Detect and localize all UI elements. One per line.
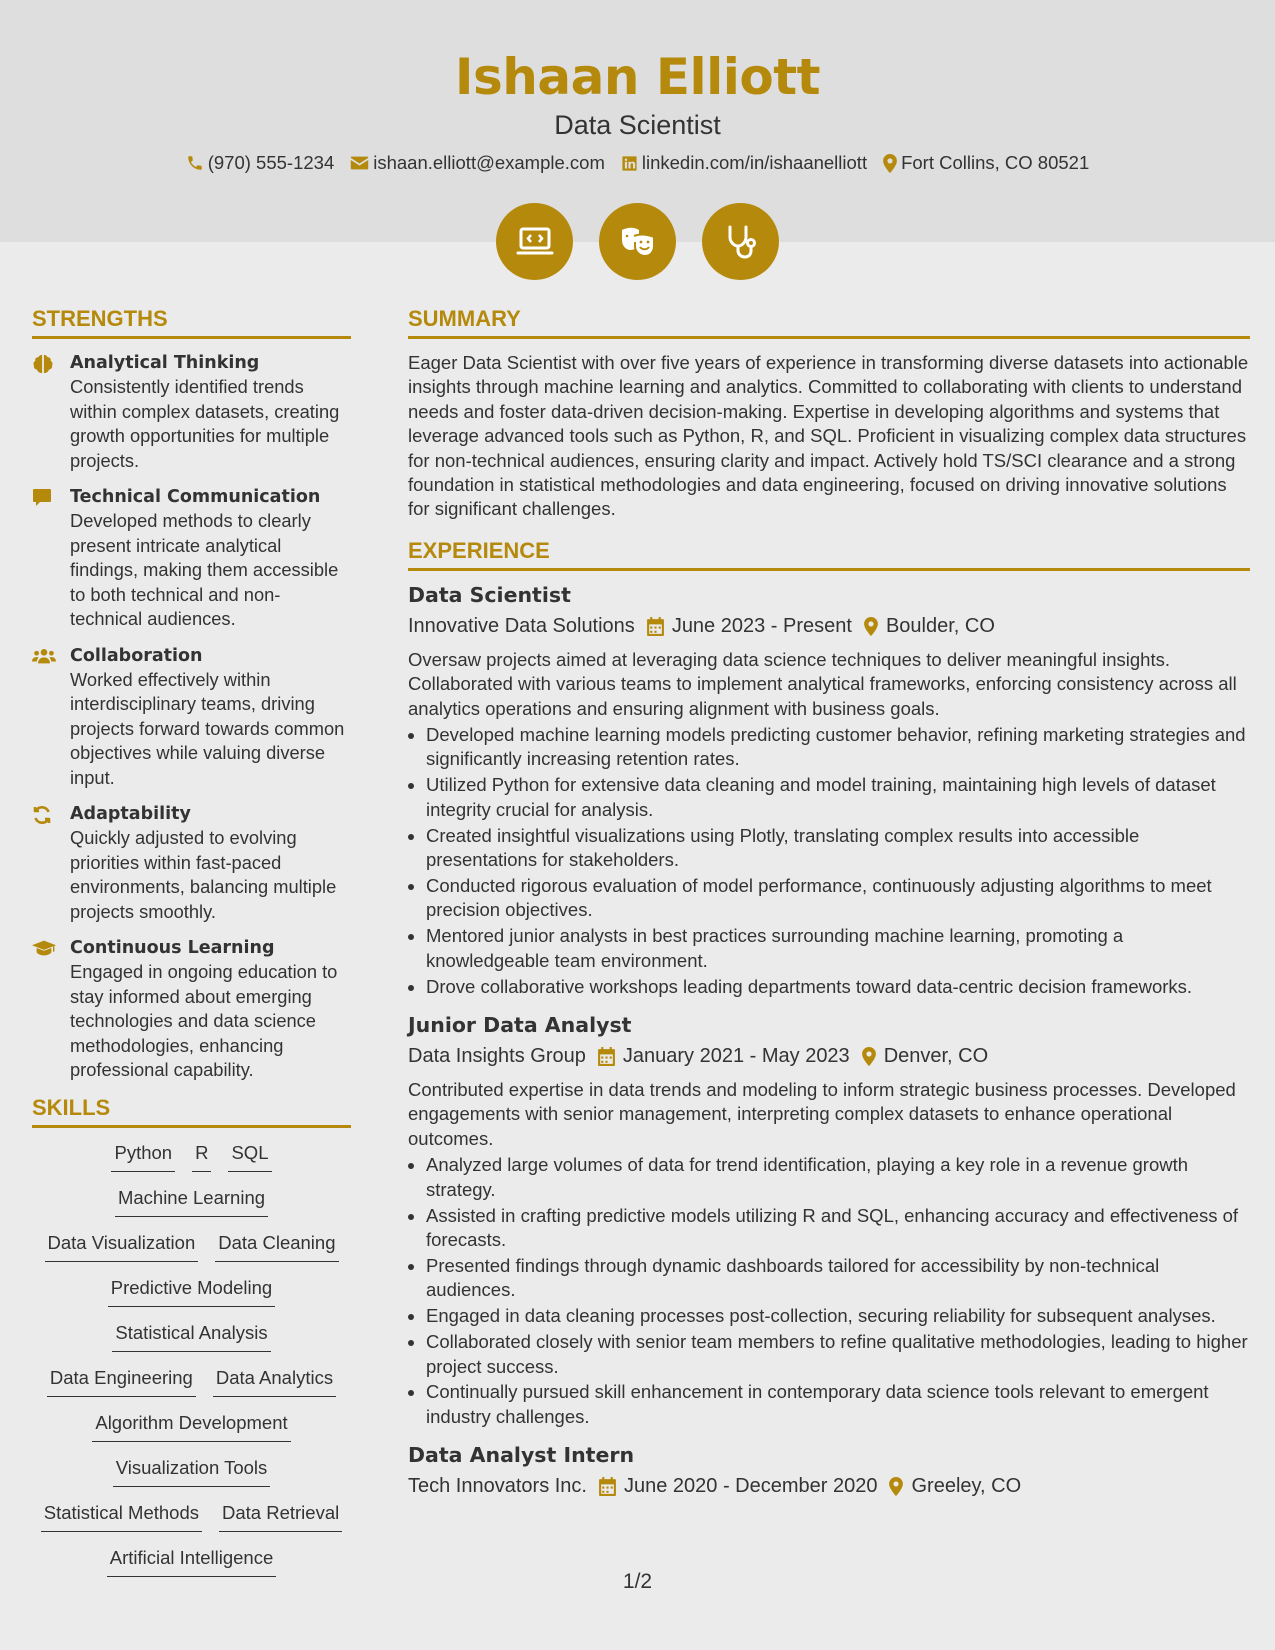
skill-tag: Data Visualization (45, 1230, 199, 1262)
contact-location-text: Fort Collins, CO 80521 (901, 152, 1090, 173)
strengths-heading: STRENGTHS (32, 306, 351, 339)
job-location: Boulder, CO (885, 614, 995, 637)
skill-tag: Data Retrieval (219, 1500, 342, 1532)
left-column (32, 306, 351, 1590)
job-meta (408, 1045, 1250, 1068)
strength-title: Continuous Learning (70, 938, 275, 958)
job-dates: January 2021 - May 2023 (622, 1045, 850, 1068)
job-location: Denver, CO (883, 1045, 989, 1068)
candidate-title: Data Scientist (554, 110, 721, 140)
skills-heading: SKILLS (32, 1095, 351, 1128)
email-icon (350, 155, 369, 171)
contact-row (0, 152, 1275, 174)
phone-icon (186, 154, 204, 172)
contact-email[interactable] (350, 152, 605, 174)
calendar-icon (647, 617, 664, 636)
job-meta (408, 615, 1250, 638)
job-bullet: • Engaged in data cleaning processes post-collection, securing reliability for subsequent analyses. (426, 1304, 1250, 1328)
job-bullet: • Presented findings through dynamic dashboards tailored for accessibility by non-technical audiences. (426, 1254, 1250, 1303)
strength-title: Adaptability (70, 804, 191, 824)
strength-item (32, 644, 351, 791)
theater-masks-badge (599, 203, 676, 280)
job-bullet: • Analyzed large volumes of data for trend identification, playing a key role in a revenue growth strategy. (426, 1153, 1250, 1202)
strength-item (32, 351, 351, 473)
job-company: Innovative Data Solutions (408, 614, 635, 637)
comment-icon (32, 488, 52, 508)
sync-icon (32, 805, 52, 825)
job-title: Junior Data Analyst (408, 1013, 632, 1038)
skill-tag: SQL (228, 1140, 271, 1172)
skill-tag: Machine Learning (115, 1185, 268, 1217)
strength-item (32, 802, 351, 924)
job-company: Tech Innovators Inc. (408, 1475, 587, 1498)
job-meta (408, 1475, 1250, 1498)
contact-phone[interactable] (186, 152, 335, 174)
strength-desc: Engaged in ongoing education to stay informed about emerging technologies and data science methodologies, enhancing professional capability. (70, 961, 338, 1080)
skill-tag: Statistical Methods (41, 1500, 202, 1532)
skill-tag: Data Cleaning (215, 1230, 338, 1262)
graduation-cap-icon (32, 939, 56, 957)
skill-tag: Predictive Modeling (108, 1275, 275, 1307)
job-title: Data Analyst Intern (408, 1443, 635, 1468)
strength-title: Collaboration (70, 645, 203, 666)
job-description: Oversaw projects aimed at leveraging data science techniques to deliver meaningful insights. Collaborated with various teams to implement analytical frameworks, enforcing consistency across all analytics operations and ensuring alignment with business goals. (408, 648, 1237, 719)
brain-icon (32, 354, 54, 374)
strength-item (32, 485, 351, 632)
calendar-icon (599, 1477, 616, 1496)
candidate-name: Ishaan Elliott (454, 48, 821, 106)
job-bullet: • Utilized Python for extensive data cleaning and model training, maintaining high levels of dataset integrity crucial for analysis. (426, 773, 1250, 822)
contact-email-text: ishaan.elliott@example.com (373, 152, 605, 173)
calendar-icon (598, 1047, 615, 1066)
strength-title: Analytical Thinking (70, 353, 260, 373)
job-bullets (426, 723, 1250, 999)
experience-heading: EXPERIENCE (408, 538, 1250, 571)
summary-text: Eager Data Scientist with over five years of experience in transforming diverse datasets into actionable insights through machine learning and analytics. Committed to collaborating with clients to understand needs and foster data-driven decision-making. Expertise in developing algorithms and systems that leverage advanced tools such as Python, R, and SQL. Proficient in visualizing complex data structures for non-technical audiences, ensuring clarity and impact. Actively hold TS/SCI clearance and a strong foundation in statistical methodologies and data engineering, focused on driving innovative solutions for significant challenges. (408, 352, 1249, 520)
job-entry (408, 583, 1250, 999)
job-bullet: • Created insightful visualizations using Plotly, translating complex results into accessible presentations for stakeholders. (426, 824, 1250, 873)
users-icon (32, 647, 56, 665)
job-dates: June 2020 - December 2020 (623, 1475, 878, 1498)
job-bullet: • Mentored junior analysts in best practices surrounding machine learning, promoting a knowledgeable team environment. (426, 924, 1250, 973)
theater-masks-icon (618, 224, 658, 260)
linkedin-icon (621, 155, 638, 172)
job-bullet: • Conducted rigorous evaluation of model performance, continuously adjusting algorithms to meet precision objectives. (426, 874, 1250, 923)
strength-desc: Worked effectively within interdisciplinary teams, driving projects forward towards common objectives while valuing diverse input. (70, 668, 345, 788)
contact-linkedin-text: linkedin.com/in/ishaanelliott (641, 152, 868, 173)
contact-phone-text: (970) 555-1234 (207, 152, 335, 173)
job-bullet: • Developed machine learning models predicting customer behavior, refining marketing strategies and significantly increasing retention rates. (426, 723, 1250, 772)
contact-linkedin[interactable] (621, 152, 867, 174)
right-column (408, 306, 1250, 1508)
skill-tag: R (192, 1140, 211, 1172)
strength-item (32, 936, 351, 1083)
laptop-code-badge (496, 203, 573, 280)
strength-desc: Developed methods to clearly present intricate analytical findings, making them accessible to both technical and non-technical audiences. (70, 510, 339, 629)
job-bullet: • Drove collaborative workshops leading departments toward data-centric decision frameworks. (426, 975, 1250, 999)
skill-tag: Visualization Tools (113, 1455, 271, 1487)
job-location: Greeley, CO (911, 1475, 1022, 1498)
location-icon (889, 1477, 903, 1496)
skill-tag: Algorithm Development (92, 1410, 290, 1442)
job-entry (408, 1013, 1250, 1429)
skills-list (32, 1140, 351, 1590)
job-title: Data Scientist (408, 582, 571, 607)
skill-tag: Data Analytics (213, 1365, 336, 1397)
location-icon (864, 617, 878, 636)
summary-heading: SUMMARY (408, 306, 1250, 339)
laptop-code-icon (516, 225, 554, 259)
skill-tag: Statistical Analysis (112, 1320, 270, 1352)
job-entry (408, 1443, 1250, 1498)
strength-desc: Quickly adjusted to evolving priorities within fast-paced environments, balancing multiple projects smoothly. (70, 827, 337, 922)
job-bullet: • Continually pursued skill enhancement in contemporary data science tools relevant to emergent industry challenges. (426, 1380, 1250, 1429)
job-bullet: • Assisted in crafting predictive models utilizing R and SQL, enhancing accuracy and effectiveness of forecasts. (426, 1204, 1250, 1253)
job-dates: June 2023 - Present (671, 614, 852, 637)
job-bullets (426, 1153, 1250, 1429)
strength-title: Technical Communication (70, 487, 321, 507)
page-number: 1/2 (622, 1570, 653, 1593)
location-icon (862, 1047, 876, 1066)
skill-tag: Data Engineering (47, 1365, 196, 1397)
job-bullet: • Collaborated closely with senior team members to refine qualitative methodologies, leading to higher project success. (426, 1330, 1250, 1379)
stethoscope-icon (724, 224, 758, 260)
job-description: Contributed expertise in data trends and modeling to inform strategic business processes. Developed engagements with senior management, interpreting complex datasets to enhance operational outcomes. (408, 1079, 1236, 1149)
strength-desc: Consistently identified trends within complex datasets, creating growth opportunities for multiple projects. (70, 376, 340, 471)
skill-tag: Python (111, 1140, 175, 1172)
badge-row (0, 203, 1275, 280)
location-icon (883, 154, 897, 173)
job-company: Data Insights Group (408, 1045, 586, 1068)
stethoscope-badge (702, 203, 779, 280)
contact-location (883, 152, 1089, 174)
skill-tag: Artificial Intelligence (107, 1545, 277, 1577)
